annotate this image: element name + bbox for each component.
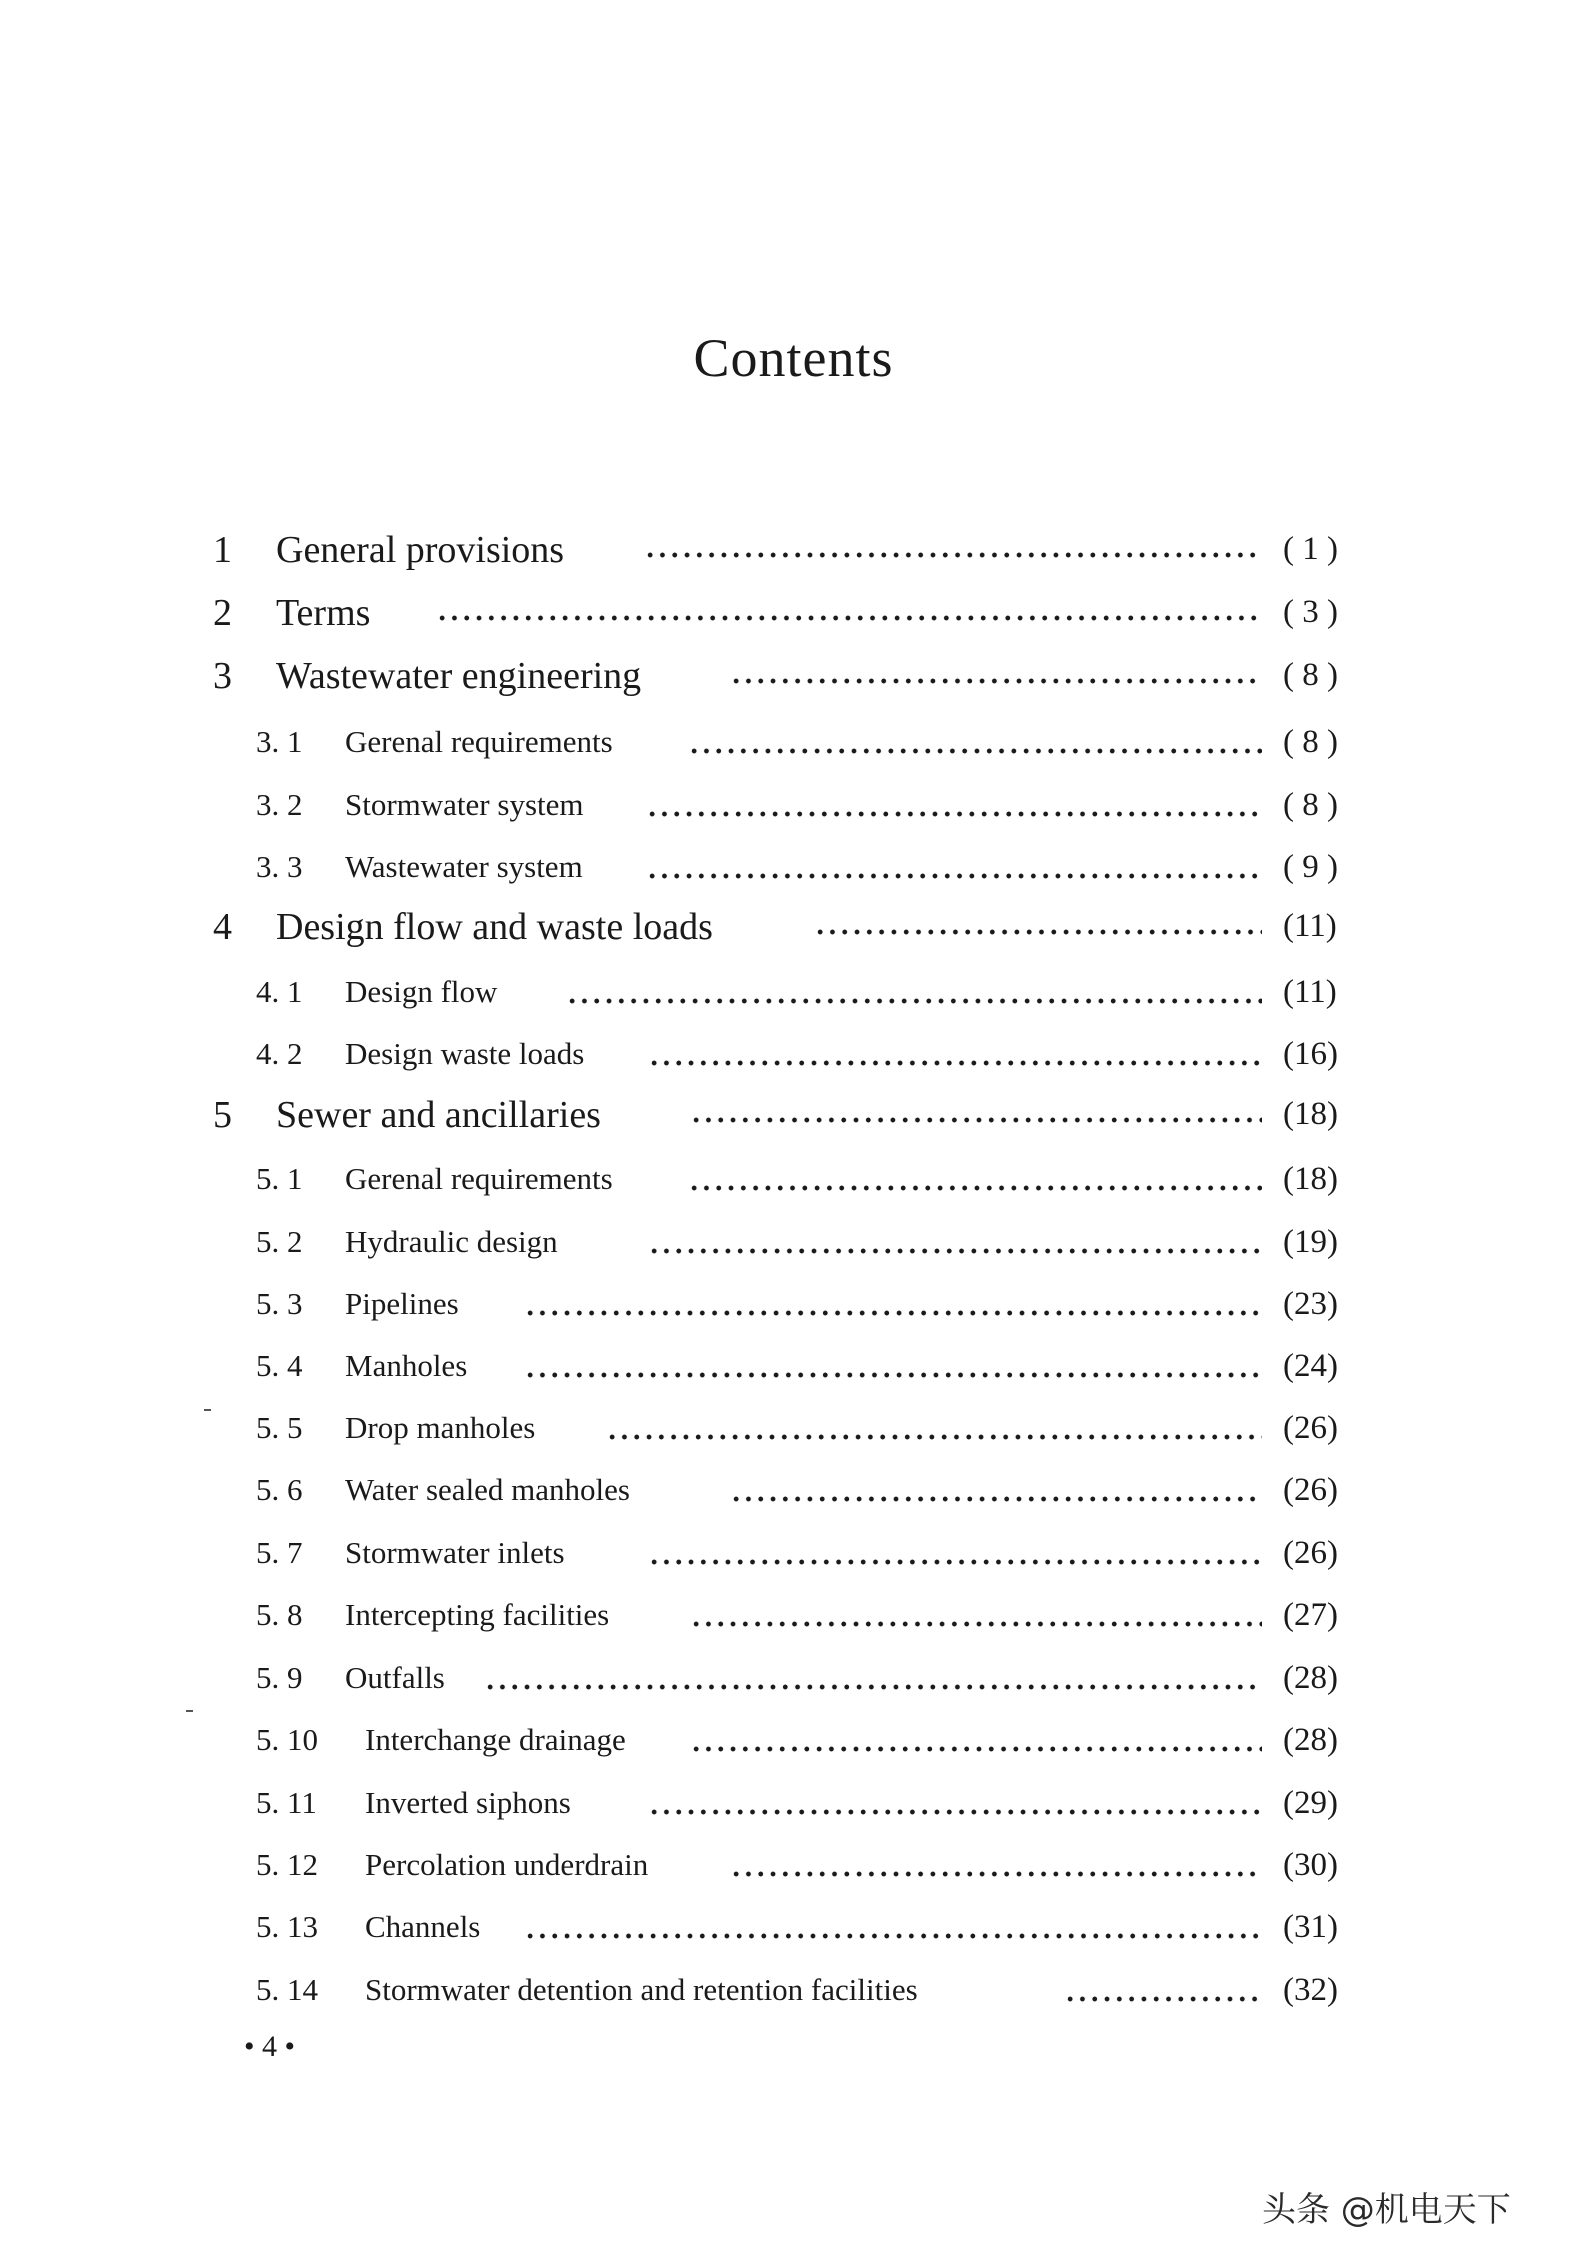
footer-page-number: • 4 • (244, 2030, 296, 2063)
section-title: Gerenal requirements (345, 1161, 613, 1196)
dot-leader (648, 1535, 1262, 1575)
section-title: Design flow (345, 974, 498, 1009)
page-number: ( 8 ) (1283, 724, 1338, 760)
toc-entry[interactable] (0, 1785, 1587, 1835)
dot-leader (648, 1224, 1262, 1264)
dot-leader (646, 787, 1262, 827)
section-number: 3. 2 (256, 787, 303, 822)
section-number: 3 (213, 655, 232, 697)
section-title: Design flow and waste loads (276, 906, 713, 948)
dot-leader (524, 1348, 1262, 1388)
dot-leader (814, 905, 1262, 945)
toc-entry[interactable] (0, 1348, 1587, 1398)
dot-leader (688, 724, 1262, 764)
section-title: Outfalls (345, 1660, 445, 1695)
section-number: 5. 4 (256, 1348, 303, 1383)
dot-leader (606, 1410, 1262, 1450)
section-number: 5. 8 (256, 1597, 303, 1632)
toc-entry[interactable] (0, 849, 1587, 899)
page-number: (19) (1283, 1224, 1338, 1260)
page-number: (28) (1283, 1722, 1338, 1758)
page-number: (28) (1283, 1660, 1338, 1696)
section-title: Wastewater engineering (276, 655, 642, 697)
section-number: 4. 2 (256, 1036, 303, 1071)
dot-leader (524, 1286, 1262, 1326)
section-title: Percolation underdrain (365, 1847, 649, 1882)
section-title: Intercepting facilities (345, 1597, 610, 1632)
page-number: (23) (1283, 1286, 1338, 1322)
page-number: (11) (1283, 974, 1337, 1010)
section-number: 5. 3 (256, 1286, 303, 1321)
section-number: 5. 6 (256, 1472, 303, 1507)
section-title: Wastewater system (345, 849, 583, 884)
toc-entry[interactable] (0, 1036, 1587, 1086)
toc-entry[interactable] (0, 1093, 1587, 1143)
page-number: (24) (1283, 1348, 1338, 1384)
section-number: 4 (213, 906, 232, 948)
section-number: 4. 1 (256, 974, 303, 1009)
section-title: Hydraulic design (345, 1224, 558, 1259)
section-number: 5. 13 (256, 1909, 318, 1944)
toc-entry[interactable] (0, 1597, 1587, 1647)
toc-entry[interactable] (0, 528, 1587, 578)
section-title: Stormwater detention and retention facilities (365, 1972, 918, 2007)
toc-entry[interactable] (0, 1660, 1587, 1710)
section-title: Stormwater inlets (345, 1535, 565, 1570)
toc-entry[interactable] (0, 974, 1587, 1024)
section-title: Gerenal requirements (345, 724, 613, 759)
toc-entry[interactable] (0, 1972, 1587, 2022)
section-number: 5. 1 (256, 1161, 303, 1196)
section-number: 5. 5 (256, 1410, 303, 1445)
section-title: Inverted siphons (365, 1785, 571, 1820)
dot-leader (484, 1660, 1262, 1700)
scan-speck (204, 1409, 211, 1411)
section-title: Sewer and ancillaries (276, 1094, 601, 1136)
section-title: General provisions (276, 529, 565, 571)
page-number: (32) (1283, 1972, 1338, 2008)
dot-leader (1064, 1972, 1262, 2012)
toc-entry[interactable] (0, 1472, 1587, 1522)
section-number: 5. 10 (256, 1722, 318, 1757)
section-number: 5. 7 (256, 1535, 303, 1570)
toc-entry[interactable] (0, 787, 1587, 837)
section-title: Interchange drainage (365, 1722, 626, 1757)
dot-leader (436, 591, 1262, 631)
page-number: ( 8 ) (1283, 787, 1338, 823)
page-number: ( 9 ) (1283, 849, 1338, 885)
page-number: (16) (1283, 1036, 1338, 1072)
page-number: (18) (1283, 1161, 1338, 1197)
toc-entry[interactable] (0, 591, 1587, 641)
section-number: 2 (213, 592, 232, 634)
section-title: Pipelines (345, 1286, 459, 1321)
dot-leader (566, 974, 1262, 1014)
section-number: 5. 2 (256, 1224, 303, 1259)
section-number: 5. 11 (256, 1785, 317, 1820)
section-title: Manholes (345, 1348, 468, 1383)
toc-entry[interactable] (0, 1847, 1587, 1897)
section-title: Design waste loads (345, 1036, 585, 1071)
section-number: 1 (213, 529, 232, 571)
toc-entry[interactable] (0, 654, 1587, 704)
page-number: (26) (1283, 1472, 1338, 1508)
dot-leader (524, 1909, 1262, 1949)
dot-leader (688, 1161, 1262, 1201)
dot-leader (644, 528, 1262, 568)
page-number: (26) (1283, 1535, 1338, 1571)
page-number: (29) (1283, 1785, 1338, 1821)
dot-leader (730, 1847, 1262, 1887)
toc-entry[interactable] (0, 1535, 1587, 1585)
page-title: Contents (693, 328, 894, 388)
section-number: 5. 9 (256, 1660, 303, 1695)
dot-leader (730, 1472, 1262, 1512)
dot-leader (690, 1093, 1262, 1133)
toc-entry[interactable] (0, 1224, 1587, 1274)
section-title: Terms (276, 592, 371, 634)
watermark: 头条 @机电天下 (1262, 2190, 1511, 2230)
page-number: (30) (1283, 1847, 1338, 1883)
page-number: (27) (1283, 1597, 1338, 1633)
toc-entry[interactable] (0, 724, 1587, 774)
dot-leader (648, 1036, 1262, 1076)
section-title: Water sealed manholes (345, 1472, 630, 1507)
toc-entry[interactable] (0, 1286, 1587, 1336)
section-title: Stormwater system (345, 787, 584, 822)
toc-entry[interactable] (0, 1909, 1587, 1959)
toc-entry[interactable] (0, 1410, 1587, 1460)
toc-entry[interactable] (0, 1161, 1587, 1211)
page-number: (18) (1283, 1096, 1338, 1132)
dot-leader (648, 1785, 1262, 1825)
section-title: Channels (365, 1909, 481, 1944)
section-title: Drop manholes (345, 1410, 536, 1445)
page-number: ( 1 ) (1283, 531, 1338, 567)
page-number: ( 3 ) (1283, 594, 1338, 630)
page-number: (11) (1283, 908, 1337, 944)
page-number: ( 8 ) (1283, 657, 1338, 693)
section-number: 3. 1 (256, 724, 303, 759)
dot-leader (730, 654, 1262, 694)
page-number: (26) (1283, 1410, 1338, 1446)
toc-entry[interactable] (0, 905, 1587, 955)
dot-leader (646, 849, 1262, 889)
page-number: (31) (1283, 1909, 1338, 1945)
section-number: 5 (213, 1094, 232, 1136)
section-number: 3. 3 (256, 849, 303, 884)
toc-entry[interactable] (0, 1722, 1587, 1772)
dot-leader (690, 1722, 1262, 1762)
section-number: 5. 12 (256, 1847, 318, 1882)
section-number: 5. 14 (256, 1972, 318, 2007)
scan-speck (186, 1710, 193, 1712)
dot-leader (690, 1597, 1262, 1637)
